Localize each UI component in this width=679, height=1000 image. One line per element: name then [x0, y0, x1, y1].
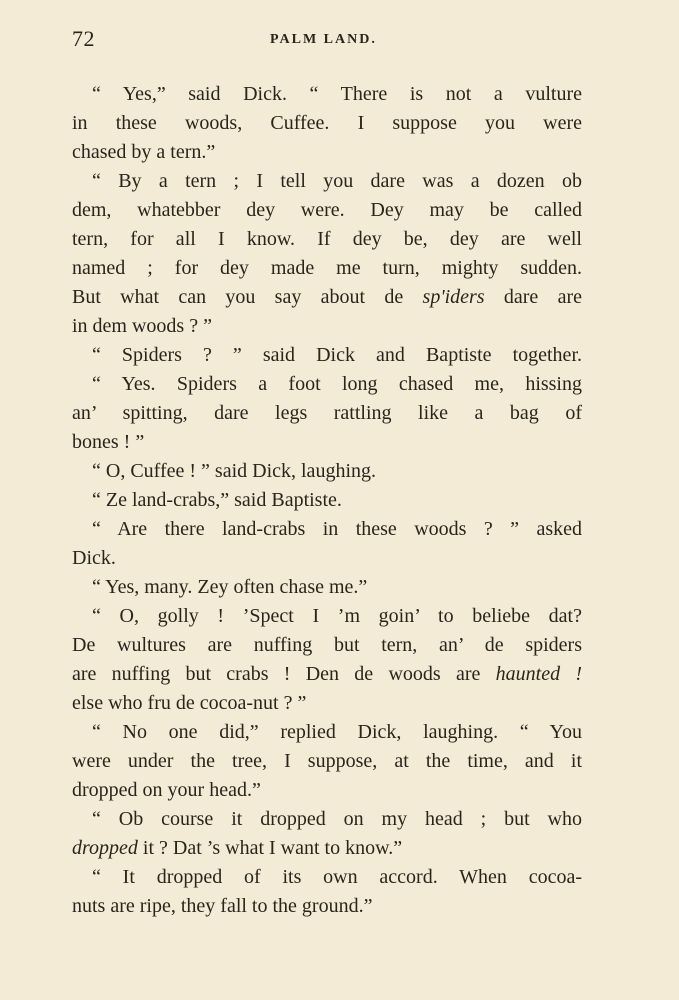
- text-line-content: “ Yes. Spiders a foot long chased me, hissing: [92, 373, 582, 395]
- text-line: [72, 544, 582, 573]
- text-line-content: “ Ze land-crabs,” said Baptiste.: [92, 489, 342, 511]
- text-line: [72, 283, 582, 312]
- text-line: [72, 834, 582, 863]
- text-line-content: else who fru de cocoa-nut ? ”: [72, 692, 307, 714]
- text-line-content: Dick.: [72, 547, 116, 569]
- text-line: [72, 863, 582, 892]
- page-header: [72, 26, 583, 54]
- text-line-content: “ Ob course it dropped on my head ; but who: [92, 808, 582, 830]
- page-number: 72: [72, 26, 95, 51]
- running-head: PALM LAND.: [270, 32, 377, 47]
- text-line: [72, 109, 582, 138]
- body-text: [72, 80, 582, 921]
- text-line-content: De wultures are nuffing but tern, an’ de spiders: [72, 634, 582, 656]
- text-line-content: nuts are ripe, they fall to the ground.”: [72, 895, 373, 917]
- text-line: [72, 167, 582, 196]
- text-line-content: “ It dropped of its own accord. When cocoa-: [92, 866, 582, 888]
- text-line: [72, 196, 582, 225]
- text-line-content: named ; for dey made me turn, mighty sudden.: [72, 257, 582, 279]
- text-line: [72, 602, 582, 631]
- text-line-continuation: dare are: [484, 286, 582, 308]
- text-line-content: “ O, golly ! ’Spect I ’m goin’ to beliebe dat?: [92, 605, 582, 627]
- text-line: [72, 631, 582, 660]
- text-line-content: “ Yes,” said Dick. “ There is not a vulture: [92, 83, 582, 105]
- italic-word: dropped: [72, 837, 138, 859]
- text-line: [72, 486, 582, 515]
- text-line: [72, 312, 582, 341]
- text-line-content: bones ! ”: [72, 431, 145, 453]
- text-line-content: “ No one did,” replied Dick, laughing. “ You: [92, 721, 582, 743]
- text-line-content: “ Are there land-crabs in these woods ? ” asked: [92, 518, 582, 540]
- text-line: [72, 660, 582, 689]
- text-line: [72, 457, 582, 486]
- text-line: [72, 892, 582, 921]
- text-line: [72, 805, 582, 834]
- text-line-content: were under the tree, I suppose, at the time, and it: [72, 750, 582, 772]
- text-line: [72, 341, 582, 370]
- text-line-content: in dem woods ? ”: [72, 315, 212, 337]
- text-line: [72, 138, 582, 167]
- text-line-content: in these woods, Cuffee. I suppose you were: [72, 112, 582, 134]
- text-line: [72, 718, 582, 747]
- text-line: [72, 80, 582, 109]
- text-line: [72, 370, 582, 399]
- text-line-content: an’ spitting, dare legs rattling like a bag of: [72, 402, 582, 424]
- text-line-content: “ By a tern ; I tell you dare was a dozen ob: [92, 170, 582, 192]
- text-line-content: But what can you say about de: [72, 286, 423, 308]
- text-line: [72, 428, 582, 457]
- text-line-content: dem, whatebber dey were. Dey may be called: [72, 199, 582, 221]
- text-line: [72, 254, 582, 283]
- text-line: [72, 399, 582, 428]
- text-line-content: tern, for all I know. If dey be, dey are well: [72, 228, 582, 250]
- text-line: [72, 573, 582, 602]
- text-line-content: chased by a tern.”: [72, 141, 216, 163]
- text-line: [72, 225, 582, 254]
- text-line: [72, 515, 582, 544]
- italic-word: haunted !: [495, 663, 582, 685]
- text-line-content: “ O, Cuffee ! ” said Dick, laughing.: [92, 460, 376, 482]
- text-line: [72, 689, 582, 718]
- text-line-content: dropped on your head.”: [72, 779, 261, 801]
- text-line-content: “ Spiders ? ” said Dick and Baptiste together.: [92, 344, 582, 366]
- text-line-content: are nuffing but crabs ! Den de woods are: [72, 663, 496, 685]
- text-line: [72, 747, 582, 776]
- text-line-content: “ Yes, many. Zey often chase me.”: [92, 576, 368, 598]
- text-line: [72, 776, 582, 805]
- italic-word: sp'iders: [422, 286, 485, 308]
- text-line-continuation: it ? Dat ’s what I want to know.”: [137, 837, 403, 859]
